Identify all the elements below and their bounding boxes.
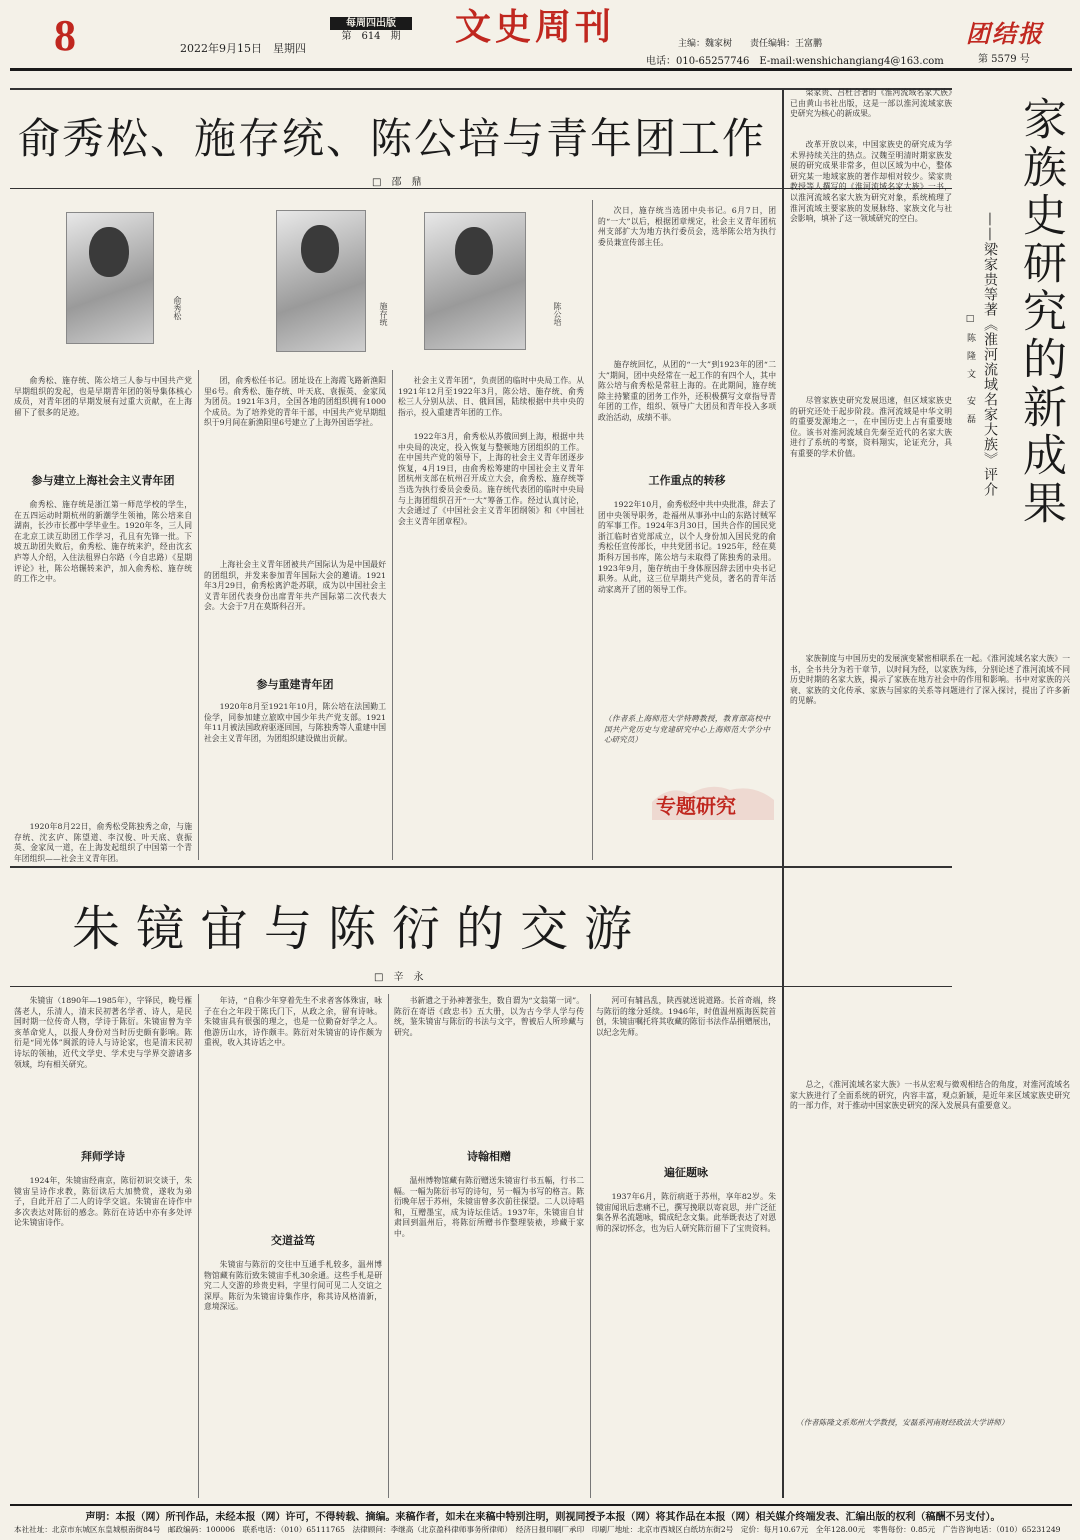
article1-subhead-3: 工作重点的转移 <box>648 474 726 487</box>
article1-col4-body-c: 1922年10月，俞秀松经中共中央批准，辞去了团中央领导职务，赴福州从事孙中山的东路讨贼军的军事工作。1924年3月30日，国共合作的国民党浙江临时省党部成立，以个人身份加入国民党的俞秀松任宣传部长，中共党团书记。1925年，经在莫斯科万国书库，陈公培与未取得了陈独秀的录用。1923年9月，施存统由于身体原因辞去团中央书记职务。从此，这三位早期共产党员，著名的青年活动家离开了团的领导工作。 <box>598 500 776 594</box>
article2-col4-body: 河可有辅昌乱，陕西就送说道路。长首奇端，终与陈衍的缘分延续。1946年，时值温州瓯海医院首创，朱镜宙嘱托将其收藏的陈衍书法作品捐赠展出，以纪念先师。 <box>596 996 776 1037</box>
article2-subhead-1: 拜师学诗 <box>81 1150 125 1163</box>
article1-col1-body-2: 1920年8月22日，俞秀松受陈独秀之命，与施存统、沈玄庐、陈望道、李汉俊、叶天底、袁振英、金家凤一道，在上海发起组织了中国第一个青年团组织——社会主义青年团。 <box>14 822 192 863</box>
page-number: 8 <box>54 11 76 60</box>
article2-col4-body-b: 1937年6月，陈衍病逝于苏州，享年82岁。朱镜宙闻讯后悲痛不已，撰写挽联以寄哀思，并广泛征集各界名流题咏，辑成纪念文集。此举既表达了对恩师的深切怀念，也为后人研究陈衍留下了宝贵资料。 <box>596 1192 776 1233</box>
article2-subhead-3: 诗翰相赠 <box>467 1150 511 1163</box>
caption-yu-xiusong: 俞秀松 <box>173 296 182 320</box>
article2-col3-body: 书新遗之于孙神著张生，数自谓为“文翁第一词”。陈衍在寄语《政忠书》五大册，以为古今学人学与传统，鉴朱镜宙与陈衍的书法与文字，曾被后人所珍藏与研究。 <box>394 996 584 1037</box>
copyright-declaration: 声明：本报（网）所刊作品，未经本报（网）许可，不得转载、摘编。来稿作者，如未在来稿中特别注明，则视同授予本报（网）将其作品在本报（网）相关媒介终端发表、汇编出版的权利（稿酬不另支付）。 <box>85 1512 1001 1523</box>
article3-col-b: 尽管家族史研究发展迅速，但区域家族史的研究还处于起步阶段。淮河流域是中华文明的重要发源地之一，在中国历史上占有重要地位。该书对淮河流域自先秦至近代的名家大族进行了系统的考察，资料翔实，论证充分，具有重要的学术价值。 <box>790 396 952 458</box>
divider <box>782 88 784 1498</box>
article3-wide-body-2: 总之，《淮河流域名家大族》一书从宏观与微观相结合的角度，对淮河流域名家大族进行了全面系统的研究，内容丰富，观点新颖，是近年来区域家族史研究的一部力作，对于推动中国家族史研究的深入发展具有重要意义。 <box>790 1080 1070 1111</box>
article2-title: 朱镜宙与陈衍的交游 <box>72 901 649 957</box>
article3-subtitle: ——梁家贵等著《淮河流域名家大族》评介 <box>982 212 998 497</box>
masthead-rule <box>10 68 1072 71</box>
topic-stamp-text: 专题研究 <box>656 794 736 818</box>
caption-shi-cuntong: 施存统 <box>379 302 388 326</box>
article1-col3-body: 社会主义青年团”，负责团的临时中央局工作。从1921年12月至1922年3月，陈公培、施存统、俞秀松三人分别从法、日、俄回国，陆续根据中共中央的指示，投入重建青年团的工作。 <box>398 376 584 417</box>
article1-title: 俞秀松、施存统、陈公培与青年团工作 <box>18 114 767 163</box>
badge-bottom: 第 614 期 <box>341 31 401 42</box>
caption-chen-gongpei: 陈公培 <box>553 302 562 326</box>
divider <box>592 200 593 860</box>
issue-number: 第 5579 号 <box>978 54 1030 65</box>
article1-col4-body-b: 施存统回忆，从团的“一大”到1923年的团“二大”期间，团中央经常在一起工作的有四个人，其中陈公培与俞秀松是常驻上海的。在此期间，施存统除主持繁重的团务工作外，还积极撰写文章指导青年团的工作，组织、领导广大团员和青年投入多项政治活动，成绩不菲。 <box>598 360 776 422</box>
article1-author-note: （作者系上海师范大学特聘教授，教育部高校中国共产党历史与党建研究中心上海师范大学分中心研究员） <box>604 714 770 745</box>
issue-date: 2022年9月15日 星期四 <box>180 42 306 55</box>
article1-col3-body-b: 1922年3月，俞秀松从苏俄回到上海，根据中共中央局的决定，投入恢复与整顿地方团组织的工作。在中国共产党的领导下，上海的社会主义青年团逐步恢复，4月19日，由俞秀松筹建的中国社会主义青年团杭州支部在杭州召开成立大会，俞秀松、施存统等当选为执行委员会委员。施存统代表团的临时中央局与上海团组织召开“一大”筹备工作。经过认真讨论，大会通过了《中国社会主义青年团纲领》和《中国社会主义青年团章程》。 <box>398 432 584 526</box>
divider <box>198 370 199 860</box>
editors: 主编：魏家树 责任编辑：王富鹏 <box>678 39 823 49</box>
article2-byline: □ 辛 永 <box>374 972 424 983</box>
photo-yu-xiusong <box>66 212 154 344</box>
article3-col-a: 改革开放以来，中国家族史的研究成为学术界持续关注的热点。汉魏至明清时期家族发展的研究成果非常多，但以区域为中心，整体研究某一地域家族的著作却相对较少。梁家贵教授等人撰写的《淮河流域名家大族》一书，以淮河流域名家大族为研究对象，系统梳理了淮河流域主要家族的发展脉络、家族文化与社会影响，填补了这一领域研究的空白。 <box>790 140 952 224</box>
article3-wide-body: 家族制度与中国历史的发展演变紧密相联系在一起。《淮河流域名家大族》一书，全书共分为若干章节，以时间为经，以家族为纬，分别论述了淮河流域不同历史时期的名家大族，揭示了家族在地方社会中的作用和影响。书中对家族的兴衰、家族的文化传承、家族与国家的关系等问题进行了深入探讨，提出了许多新的见解。 <box>790 654 1070 706</box>
article1-col4-body: 次日，施存统当选团中央书记。6月7日，团的“一大”以后，根据团章规定，社会主义青年团杭州支部扩大为地方执行委员会，选举陈公培为执行委员兼宣传部主任。 <box>598 206 776 247</box>
article2-intro: 朱镜宙（1890年—1985年），字铎民，晚号雁荡老人，乐清人，清末民初著名学者、诗人，是民国时期一位传奇人物，学诗于陈衍。朱镜宙曾为辛亥革命党人，以报人身份对当时历史颇有影响。陈衍是“同光体”闽派的诗人与诗论家，也是清末民初诗坛的领袖，近代文学史、学术史与学界交游诸多领域，均有相关研究。 <box>14 996 192 1069</box>
contact-info: 电话：010-65257746 E-mail:wenshichangiang4@163.com <box>646 56 944 67</box>
divider <box>198 994 199 1498</box>
divider <box>392 370 393 860</box>
footer-rule <box>10 1504 1072 1506</box>
article2-col2-body-b: 朱镜宙与陈衍的交往中互通手札较多，温州博物馆藏有陈衍致朱镜宙手札30余通。这些手札是研究二人交游的珍贵史料，字里行间可见二人交谊之深厚。陈衍为朱镜宙诗集作序，称其诗风格清新，意境深远。 <box>204 1260 382 1312</box>
article1-col2-body: 团，俞秀松任书记。团址设在上海霞飞路新渔阳里6号。俞秀松、施存统、叶天底、袁振英、金家凤为团员。1921年3月，全国各地的团组织拥有1000个成员。为了培养党的青年干部，中国共产党早期组织于9月间在新渔阳里6号建立了上海外国语学社。 <box>204 376 386 428</box>
article2-col1-body: 1924年，朱镜宙经南京，陈衍初识交谈于，朱镜宙呈诗作求教，陈衍读后大加赞赏，遂收为弟子，自此开启了二人的诗学交谊。朱镜宙在诗作中多次表达对陈衍的感念。陈衍在诗话中亦有多处评论朱镜宙诗作。 <box>14 1176 192 1228</box>
article1-col2-body-b: 上海社会主义青年团被共产国际认为是中国最好的团组织，并发来参加青年国际大会的邀请。1921年3月29日，俞秀松离沪赴苏联，成为以中国社会主义青年团代表身份出席青年共产国际第二次代表大会。大会于7月在莫斯科召开。 <box>204 560 386 612</box>
photo-shi-cuntong <box>276 210 366 352</box>
newspaper-logo: 团结报 <box>966 19 1044 48</box>
article2-subhead-2: 交道益笃 <box>271 1234 315 1247</box>
article1-intro: 俞秀松、施存统、陈公培三人参与中国共产党早期组织的发起，也是早期青年团的领导集体核心成员，对青年团的早期发展有过重大贡献，在上海留下了很多的足迹。 <box>14 376 192 417</box>
article3-author-note: （作者陈隆文系郑州大学教授，安磊系河南财经政法大学讲师） <box>796 1418 1009 1427</box>
article1-col2-body-c: 1920年8月至1921年10月，陈公培在法国勤工俭学，同参加建立旅欧中国少年共产党支部。1921年11月被法国政府驱逐回国，与陈独秀等人重建中国社会主义青年团，为团组织建设做出贡献。 <box>204 702 386 743</box>
divider <box>388 994 389 1498</box>
article1-byline: □ 邵 鼎 <box>372 177 422 188</box>
badge-top: 每周四出版 <box>330 17 412 30</box>
article3-intro: 梁家贵、吕杜合著的《淮河流域名家大族》已由黄山书社出版，这是一部以淮河流域家族史研究为核心的新成果。 <box>790 88 952 119</box>
article2-col2-body: 年诗，“自称少年穿着先生不求者客体殊宙，咏子在台之年段于陈氏门下，从政之余，留有诗咏。朱镜宙具有很强的理之，也是一位勤奋好学之人。他游历山水，诗作颇丰。陈衍对朱镜宙的诗作颇为重视，收入其诗话之中。 <box>204 996 382 1048</box>
weekly-badge <box>330 17 412 47</box>
divider <box>590 994 591 1498</box>
article1-col1-body: 俞秀松、施存统是浙江第一师范学校的学生，在五四运动时期杭州的新潮学生领袖，陈公培来自湖南，长沙市长郡中学毕业生。1920年冬，三人同在北京工读互助团工作学习，孔且有先锋一批。下坡五助团失败后，俞秀松、施存统来沪，经由沈玄庐等人介绍，入住法租界白尔路（今自忠路）《星期评论》社，陈公培辗转来沪，加入俞秀松、施存统的工作之中。 <box>14 500 192 584</box>
photo-chen-gongpei <box>424 212 526 350</box>
publisher-info: 本社社址：北京市东城区东皇城根南街84号 邮政编码：100006 联系电话：（010）65111765 法律顾问：李继高（北京盈科律师事务所律师） 经济日报印刷厂承印 印刷厂地址：北京市西城区白纸坊东街2号 定价：每月10.67元 全年128.00元 零售每份：0.85元 广告咨询电话：（010）65231249 <box>14 1525 1061 1534</box>
article2-subhead-4: 遍征题咏 <box>664 1166 708 1179</box>
article2-col3-body-b: 温州博物馆藏有陈衍赠送朱镜宙行书五幅，行书二幅。一幅为陈衍书写的诗句，另一幅为书写的格言。陈衍晚年居于苏州，朱镜宙曾多次前往探望。二人以诗唱和，互赠墨宝，成为诗坛佳话。1937年，朱镜宙自甘肃回到温州后，将陈衍所赠书作整理装裱，珍藏于家中。 <box>394 1176 584 1238</box>
article1-subhead-2: 参与重建青年团 <box>256 678 334 691</box>
section-title: 文史周刊 <box>455 7 616 48</box>
article3-title: 家族史研究的新成果 <box>1015 96 1066 528</box>
article3-byline: □ 陈 隆 文 安 磊 <box>965 314 975 423</box>
article1-subhead-1: 参与建立上海社会主义青年团 <box>31 474 175 487</box>
